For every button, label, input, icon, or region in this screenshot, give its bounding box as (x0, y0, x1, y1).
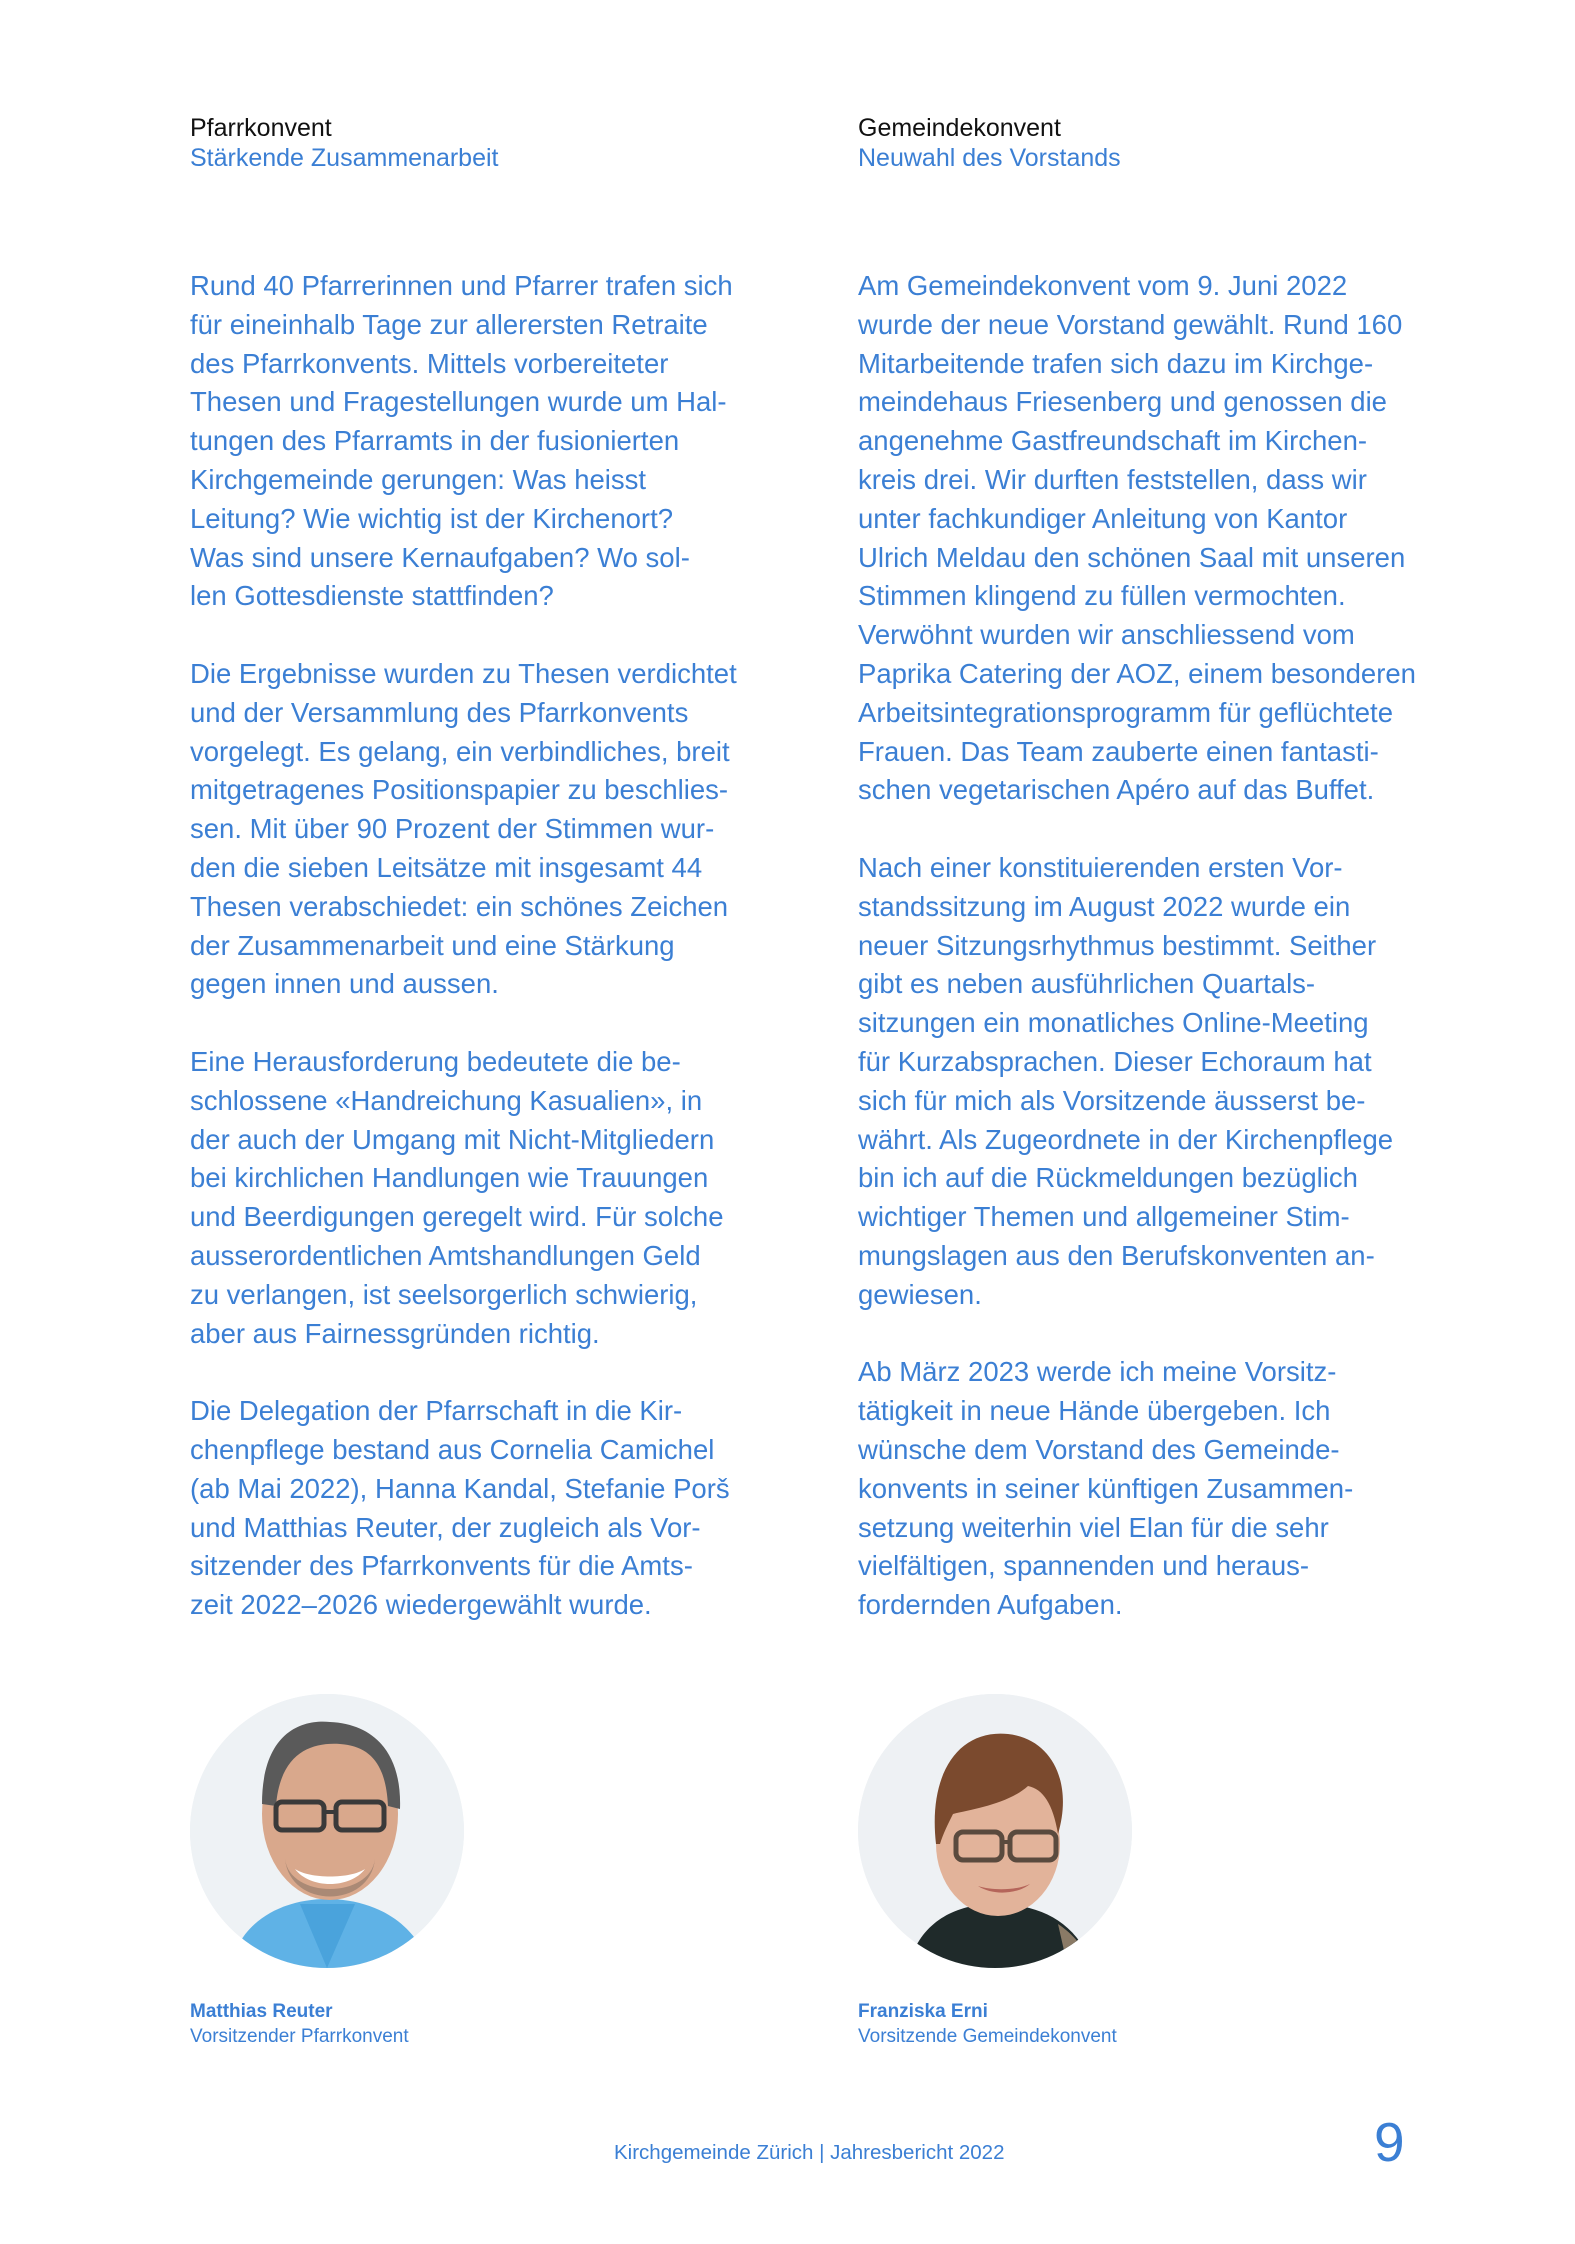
text-line: vorgelegt. Es gelang, ein verbindliches, breit (190, 735, 730, 767)
text-line: gegen innen und aussen. (190, 968, 499, 1000)
text-line: schlossene «Handreichung Kasualien», in (190, 1084, 703, 1116)
text-line: der auch der Umgang mit Nicht-Mitgliedern (190, 1123, 715, 1155)
caption-role: Vorsitzende Gemeindekonvent (858, 2026, 1117, 2047)
portrait-matthias-reuter (190, 1694, 464, 1968)
text-line: kreis drei. Wir durften feststellen, dass wir (858, 463, 1367, 495)
text-line: gewiesen. (858, 1278, 982, 1310)
text-line: sen. Mit über 90 Prozent der Stimmen wur- (190, 813, 715, 845)
portrait-franziska-erni (858, 1694, 1132, 1968)
text-line: bin ich auf die Rückmeldungen bezüglich (858, 1162, 1358, 1194)
text-line: Nach einer konstituierenden ersten Vor- (858, 851, 1343, 883)
text-line: Thesen und Fragestellungen wurde um Hal- (190, 386, 727, 418)
text-line: Die Ergebnisse wurden zu Thesen verdichtet (190, 657, 737, 689)
text-line: vielfältigen, spannenden und heraus- (858, 1550, 1310, 1582)
text-line: Stimmen klingend zu füllen vermochten. (858, 580, 1346, 612)
text-line: aber aus Fairnessgründen richtig. (190, 1317, 600, 1349)
caption-name: Matthias Reuter (190, 2001, 333, 2022)
section-title: Pfarrkonvent (190, 114, 332, 142)
text-line: den die sieben Leitsätze mit insgesamt 44 (190, 851, 703, 883)
text-line: Ulrich Meldau den schönen Saal mit unseren (858, 541, 1406, 573)
text-line: setzung weiterhin viel Elan für die sehr (858, 1511, 1329, 1543)
text-line: zu verlangen, ist seelsorgerlich schwierig, (190, 1278, 698, 1310)
text-line: Arbeitsintegrationsprogramm für geflüchtete (858, 696, 1393, 728)
text-line: Thesen verabschiedet: ein schönes Zeichen (190, 890, 729, 922)
section-subtitle: Neuwahl des Vorstands (858, 144, 1121, 172)
text-line: Paprika Catering der AOZ, einem besonderen (858, 657, 1416, 689)
text-line: Kirchgemeinde gerungen: Was heisst (190, 463, 647, 495)
text-line: wünsche dem Vorstand des Gemeinde- (858, 1433, 1340, 1465)
text-line: fordernden Aufgaben. (858, 1589, 1123, 1621)
article-body (858, 267, 1416, 1664)
text-line: ausserordentlichen Amtshandlungen Geld (190, 1239, 701, 1271)
text-line: chenpflege bestand aus Cornelia Camichel (190, 1433, 715, 1465)
text-line: standssitzung im August 2022 wurde ein (858, 890, 1351, 922)
portrait-photo-woman-icon (858, 1694, 1132, 1968)
text-line: neuer Sitzungsrhythmus bestimmt. Seither (858, 929, 1377, 961)
text-line: unter fachkundiger Anleitung von Kantor (858, 502, 1348, 534)
paragraph (190, 267, 737, 616)
text-line: len Gottesdienste stattfinden? (190, 580, 554, 612)
paragraph (858, 849, 1416, 1315)
text-line: angenehme Gastfreundschaft im Kirchen- (858, 425, 1368, 457)
text-line: sich für mich als Vorsitzende äusserst be- (858, 1084, 1366, 1116)
text-line: Rund 40 Pfarrerinnen und Pfarrer trafen sich (190, 270, 733, 301)
text-line: mungslagen aus den Berufskonventen an- (858, 1239, 1375, 1271)
page-number: 9 (1374, 2111, 1405, 2173)
text-line: des Pfarrkonvents. Mittels vorbereiteter (190, 347, 669, 379)
paragraph (190, 655, 737, 1004)
paragraph (190, 1043, 737, 1353)
text-line: zeit 2022–2026 wiedergewählt wurde. (190, 1589, 652, 1621)
text-line: und Matthias Reuter, der zugleich als Vor- (190, 1511, 701, 1543)
text-line: Verwöhnt wurden wir anschliessend vom (858, 619, 1355, 651)
portrait-photo-man-icon (190, 1694, 464, 1968)
article-body (190, 267, 737, 1664)
text-line: tätigkeit in neue Hände übergeben. Ich (858, 1395, 1331, 1427)
paragraph (190, 1392, 737, 1625)
text-line: für eineinhalb Tage zur allerersten Retraite (190, 308, 708, 340)
text-line: tungen des Pfarramts in der fusionierten (190, 425, 680, 457)
caption-role: Vorsitzender Pfarrkonvent (190, 2026, 409, 2047)
text-line: Am Gemeindekonvent vom 9. Juni 2022 (858, 270, 1348, 301)
paragraph (858, 267, 1416, 810)
text-line: Was sind unsere Kernaufgaben? Wo sol- (190, 541, 690, 573)
footer-publication: Kirchgemeinde Zürich | Jahresbericht 2022 (614, 2141, 1005, 2164)
text-line: Leitung? Wie wichtig ist der Kirchenort? (190, 502, 674, 534)
text-line: Die Delegation der Pfarrschaft in die Kir- (190, 1395, 683, 1427)
text-line: währt. Als Zugeordnete in der Kirchenpflege (858, 1123, 1394, 1155)
text-line: mitgetragenes Positionspapier zu beschlies- (190, 774, 729, 806)
text-line: wichtiger Themen und allgemeiner Stim- (858, 1201, 1350, 1233)
text-line: Eine Herausforderung bedeutete die be- (190, 1045, 681, 1077)
text-line: bei kirchlichen Handlungen wie Trauungen (190, 1162, 709, 1194)
section-subtitle: Stärkende Zusammenarbeit (190, 144, 499, 172)
text-line: und Beerdigungen geregelt wird. Für solche (190, 1201, 724, 1233)
text-line: für Kurzabsprachen. Dieser Echoraum hat (858, 1045, 1372, 1077)
text-line: der Zusammenarbeit und eine Stärkung (190, 929, 675, 961)
text-line: wurde der neue Vorstand gewählt. Rund 160 (858, 308, 1403, 340)
text-line: konvents in seiner künftigen Zusammen- (858, 1472, 1354, 1504)
text-line: gibt es neben ausführlichen Quartals- (858, 968, 1316, 1000)
text-line: und der Versammlung des Pfarrkonvents (190, 696, 689, 728)
text-line: Mitarbeitende trafen sich dazu im Kirchge- (858, 347, 1374, 379)
caption-name: Franziska Erni (858, 2001, 988, 2022)
section-title: Gemeindekonvent (858, 114, 1061, 142)
text-line: sitzungen ein monatliches Online-Meeting (858, 1007, 1369, 1039)
text-line: schen vegetarischen Apéro auf das Buffet. (858, 774, 1375, 806)
text-line: meindehaus Friesenberg und genossen die (858, 386, 1387, 418)
text-line: sitzender des Pfarrkonvents für die Amts- (190, 1550, 693, 1582)
text-line: Ab März 2023 werde ich meine Vorsitz- (858, 1356, 1337, 1388)
text-line: (ab Mai 2022), Hanna Kandal, Stefanie Porš (190, 1472, 730, 1504)
text-line: Frauen. Das Team zauberte einen fantasti- (858, 735, 1379, 767)
paragraph (858, 1353, 1416, 1625)
